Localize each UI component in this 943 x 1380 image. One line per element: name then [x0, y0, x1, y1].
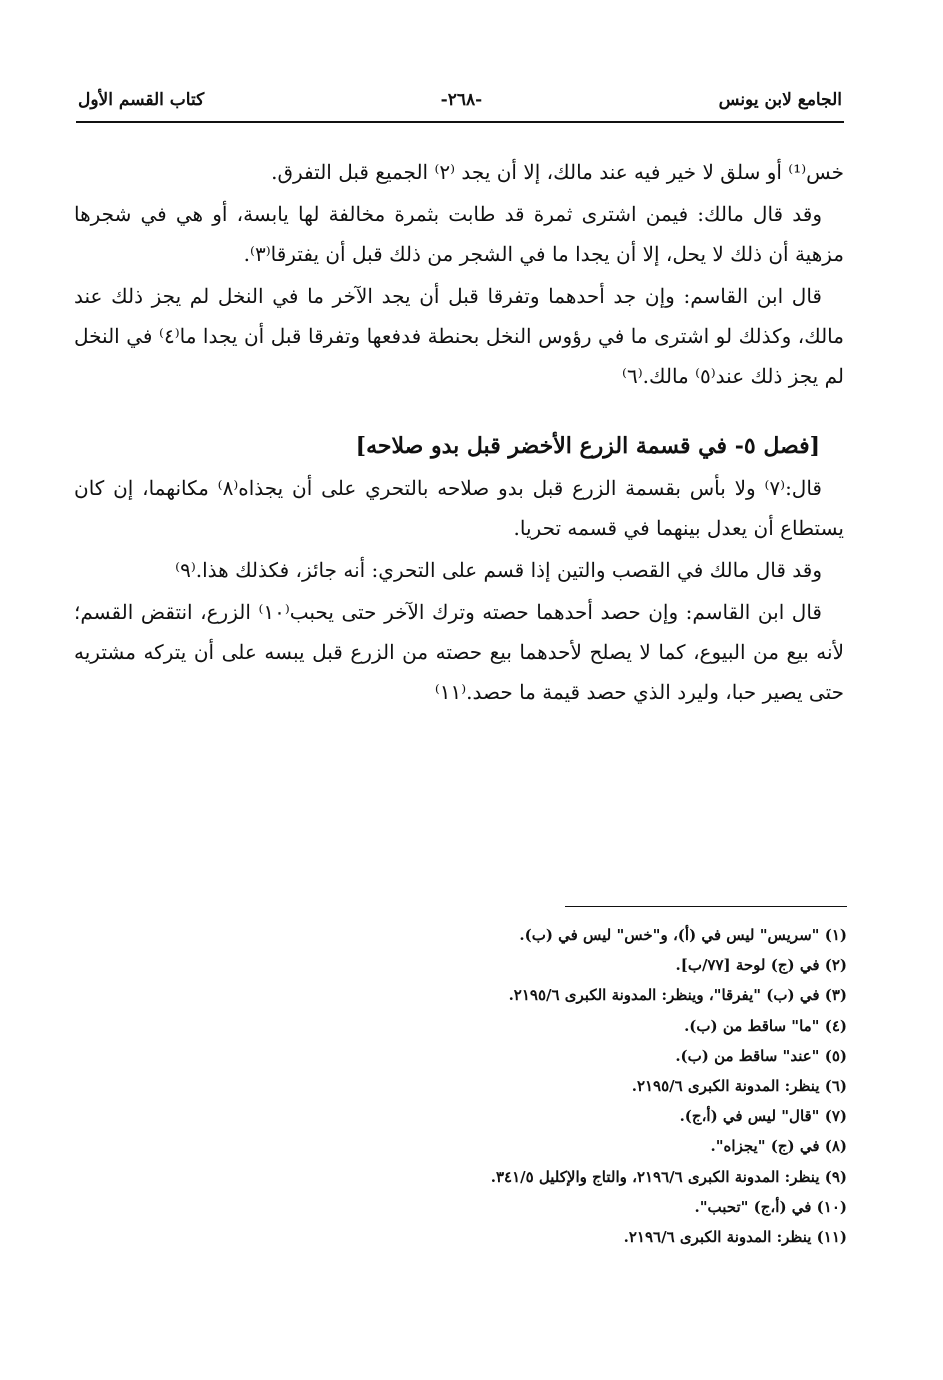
page-header: [78, 92, 842, 109]
book-title: الجامع لابن يونس: [718, 90, 842, 110]
paragraph-5: وقد قال مالك في القصب والتين إذا قسم على التحري: أنه جائز، فكذلك هذا.⁽٩⁾: [175, 558, 822, 582]
footnote: (٩) ينظر: المدونة الكبرى ٢١٩٦/٦، والتاج والإكليل ٣٤١/٥.: [490, 1167, 847, 1186]
chapter-title: كتاب القسم الأول: [78, 90, 205, 110]
paragraph-3: قال ابن القاسم: وإن جد أحدهما وتفرقا قبل أن يجد الآخر ما في النخل لم يجز ذلك عند مالك، وكذلك لو اشترى ما في رؤوس النخل بحنطة فدفعها وتفرقا قبل أن يجدا ما⁽٤⁾ في النخل لم يجز ذلك عند⁽٥⁾ مالك.⁽٦⁾: [74, 284, 844, 388]
footnote: (٣) في (ب) "يفرقا"، وينظر: المدونة الكبرى ٢١٩٥/٦.: [508, 986, 847, 1005]
footnote: (٧) "قال" ليس في (أ،ج).: [679, 1107, 847, 1126]
paragraph-6: قال ابن القاسم: وإن حصد أحدهما حصته وترك الآخر حتى يحبب⁽١٠⁾ الزرع، انتقض القسم؛ لأنه بيع من البيوع، كما لا يصلح لأحدهما بيع حصته من الزرع قبل يبسه على أن يتركه مشتريه حتى يصير حبا، وليرد الذي حصد قيمة ما حصد.⁽١١⁾: [74, 600, 844, 704]
footnote: (٦) ينظر: المدونة الكبرى ٢١٩٥/٦.: [631, 1077, 847, 1096]
page-number: -٢٦٨-: [440, 90, 483, 110]
footnote-divider: [565, 906, 847, 907]
header-divider: [76, 121, 844, 123]
main-text: [74, 152, 844, 714]
footnotes: [327, 920, 847, 1252]
paragraph-1: خس⁽¹⁾ أو سلق لا خير فيه عند مالك، إلا أن يجد ⁽٢⁾ الجميع قبل التفرق.: [271, 160, 844, 184]
footnote: (١٠) في (أ،ج) "تحبب".: [694, 1197, 847, 1216]
section-heading: [فصل ٥- في قسمة الزرع الأخضر قبل بدو صلاحه]: [355, 433, 820, 459]
footnote: (١١) ينظر: المدونة الكبرى ٢١٩٦/٦.: [623, 1228, 847, 1247]
paragraph-2: وقد قال مالك: فيمن اشترى ثمرة قد طابت بثمرة مخالفة لها يابسة، أو هي في شجرها مزهية أن ذلك لا يحل، إلا أن يجدا ما في الشجر من ذلك قبل أن يفترقا⁽٣⁾.: [74, 202, 844, 266]
footnote: (٥) "عند" ساقط من (ب).: [675, 1046, 847, 1065]
footnote: (٨) في (ج) "يجزاه".: [710, 1137, 847, 1156]
footnote: (٤) "ما" ساقط من (ب).: [684, 1016, 847, 1035]
paragraph-4: قال:⁽٧⁾ ولا بأس بقسمة الزرع قبل بدو صلاحه بالتحري على أن يجذاه⁽٨⁾ مكانهما، إن كان يستطاع أن يعدل بينهما في قسمه تحريا.: [74, 476, 844, 540]
footnote: (٢) في (ج) لوحة [٧٧/ب].: [675, 956, 847, 975]
footnote: (١) "سريس" ليس في (أ)، و"خس" ليس في (ب).: [519, 926, 847, 944]
